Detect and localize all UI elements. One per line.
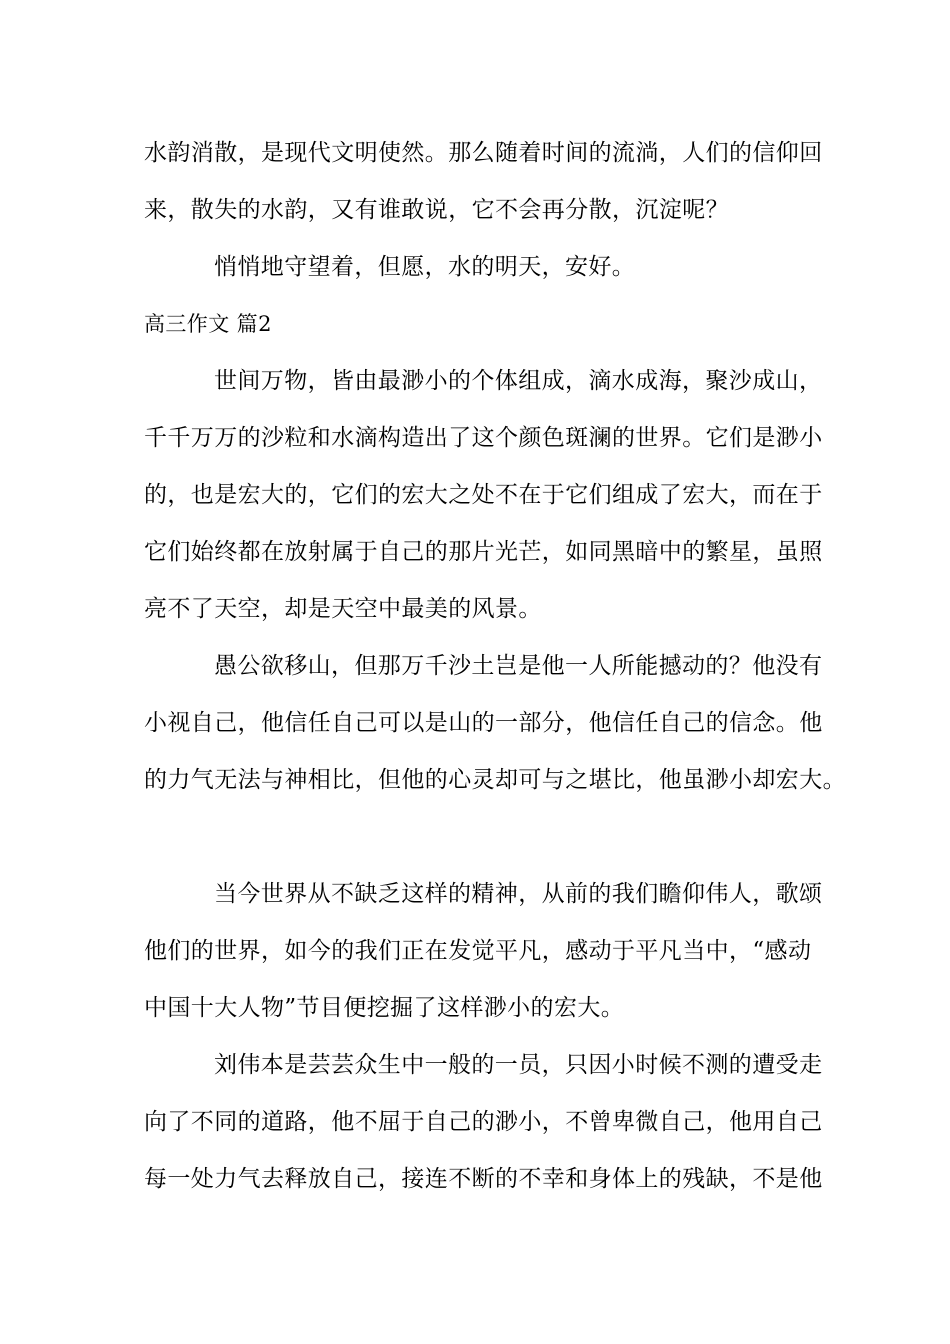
text-line: 中国十大人物”节目便挖掘了这样渺小的宏大。 bbox=[144, 995, 625, 1021]
text-line: 的，也是宏大的，它们的宏大之处不在于它们组成了宏大，而在于 bbox=[144, 482, 823, 508]
section-heading: 高三作文 篇2 bbox=[144, 312, 272, 336]
text-line: 它们始终都在放射属于自己的那片光芒，如同黑暗中的繁星，虽照 bbox=[144, 539, 823, 565]
text-line: 亮不了天空，却是天空中最美的风景。 bbox=[144, 596, 542, 622]
text-line: 千千万万的沙粒和水滴构造出了这个颜色斑澜的世界。它们是渺小 bbox=[144, 425, 823, 451]
text-line: 的力气无法与神相比，但他的心灵却可与之堪比，他虽渺小却宏大。 bbox=[144, 767, 846, 793]
text-line: 当今世界从不缺乏这样的精神，从前的我们瞻仰伟人，歌颂 bbox=[214, 881, 823, 907]
text-line: 来，散失的水韵，又有谁敢说，它不会再分散，沉淀呢？ bbox=[144, 197, 729, 223]
text-line: 愚公欲移山，但那万千沙土岂是他一人所能撼动的？他没有 bbox=[214, 653, 823, 679]
text-line: 水韵消散，是现代文明使然。那么随着时间的流淌，人们的信仰回 bbox=[144, 140, 823, 166]
text-line: 刘伟本是芸芸众生中一般的一员，只因小时候不测的遭受走 bbox=[214, 1052, 823, 1078]
text-line: 向了不同的道路，他不屈于自己的渺小，不曾卑微自己，他用自己 bbox=[144, 1109, 823, 1135]
text-line: 每一处力气去释放自己，接连不断的不幸和身体上的残缺，不是他 bbox=[144, 1166, 823, 1192]
text-line: 小视自己，他信任自己可以是山的一部分，他信任自己的信念。他 bbox=[144, 710, 823, 736]
text-line: 世间万物，皆由最渺小的个体组成，滴水成海，聚沙成山， bbox=[214, 368, 823, 394]
text-line: 他们的世界，如今的我们正在发觉平凡，感动于平凡当中，“感动 bbox=[144, 938, 812, 964]
text-line: 悄悄地守望着，但愿，水的明天，安好。 bbox=[214, 254, 636, 280]
